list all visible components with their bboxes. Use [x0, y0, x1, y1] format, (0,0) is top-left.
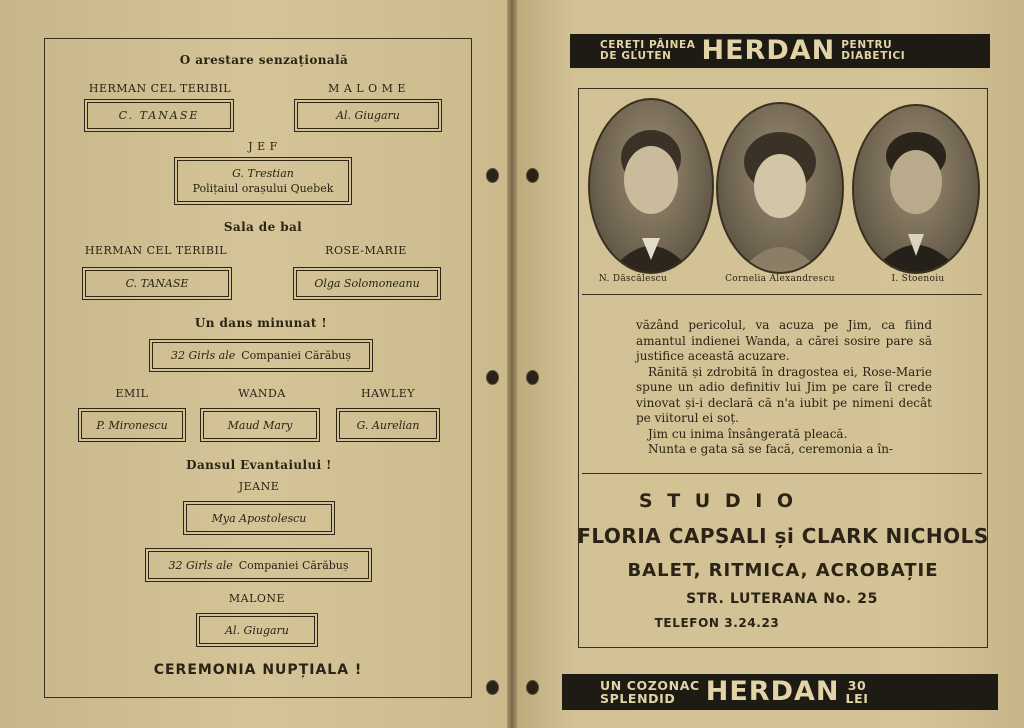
binding-hole	[526, 680, 539, 695]
actor-box-aurelian	[336, 408, 440, 442]
actor-name: G. Trestian	[232, 167, 294, 180]
synopsis-paragraph: văzând pericolul, va acuza pe Jim, ca fiind amantul indienei Wanda, a cărei sosire pare să justifice această acuzare.	[636, 318, 932, 363]
ad-price	[846, 679, 869, 705]
role-emil: EMIL	[115, 387, 149, 400]
binding-hole	[486, 680, 499, 695]
actor-name: Olga Solomoneanu	[314, 277, 420, 290]
ad-line: DE GLUTEN	[600, 50, 672, 62]
portrait-photo-3	[852, 104, 980, 274]
ensemble-count: 32 Girls ale	[170, 349, 236, 362]
scene-title-ballroom: Sala de bal	[223, 220, 303, 234]
ad-line: DIABETICI	[841, 50, 906, 62]
bottom-ad-banner	[562, 674, 998, 710]
divider-line	[582, 473, 982, 474]
ad-line: UN COZONAC	[600, 678, 700, 693]
ad-line: PENTRU	[841, 39, 893, 51]
company-name: Companiei Cărăbuș	[241, 349, 352, 362]
ad-line: CEREȚI PÂINEA	[600, 39, 696, 51]
role-malome: M A L O M E	[328, 82, 406, 95]
ensemble-count: 32 Girls ale	[168, 558, 233, 572]
divider-line	[582, 294, 982, 295]
ad-text-left	[600, 679, 700, 705]
role-wanda: WANDA	[238, 387, 286, 400]
actor-name: Al. Giugaru	[336, 109, 400, 122]
studio-phone: TELEFON 3.24.23	[654, 616, 780, 630]
actor-box-giugaru	[294, 99, 442, 132]
portrait-silhouette	[854, 106, 978, 272]
binding-hole	[526, 168, 539, 183]
ad-text-left	[600, 40, 696, 62]
actor-name: C. TANASE	[118, 109, 200, 122]
role-jef: J E F	[248, 140, 278, 153]
actor-box-tanase	[84, 99, 234, 132]
ad-text-right	[841, 40, 905, 62]
role-herman: HERMAN CEL TERIBIL	[88, 82, 232, 95]
finale-title: CEREMONIA NUPȚIALA !	[153, 662, 363, 678]
book-gutter	[507, 0, 517, 728]
actor-box-apostolescu	[183, 501, 335, 535]
actor-box-tanase-2	[82, 267, 232, 300]
actor-box-giugaru-2	[196, 613, 318, 647]
studio-address: STR. LUTERANA No. 25	[686, 591, 878, 607]
ensemble-box-1	[149, 339, 373, 372]
synopsis-paragraph: Jim cu inima însângerată pleacă.	[648, 426, 848, 441]
role-malone: MALONE	[228, 592, 286, 605]
portrait-caption-3: I. Stoenoiu	[891, 274, 945, 284]
binding-hole	[526, 370, 539, 385]
role-description: Polițaiul orașului Quebek	[192, 182, 334, 195]
synopsis-text	[636, 318, 932, 458]
role-jeane: JEANE	[238, 480, 280, 493]
actor-name: Maud Mary	[227, 418, 293, 432]
portrait-silhouette	[718, 104, 842, 272]
binding-hole	[486, 370, 499, 385]
actor-box-trestian	[174, 157, 352, 205]
company-name: Companiei Cărăbuș	[238, 558, 349, 572]
binding-hole	[486, 168, 499, 183]
studio-disciplines: BALET, RITMICA, ACROBAȚIE	[627, 560, 939, 581]
ad-price-value: 30	[847, 678, 867, 693]
scene-title-arrest: O arestare senzațională	[179, 53, 349, 67]
synopsis-paragraph: Nunta e gata să se facă, ceremonia a în-	[648, 442, 893, 456]
studio-names: FLORIA CAPSALI și CLARK NICHOLS	[577, 524, 989, 548]
role-rose-marie: ROSE-MARIE	[325, 244, 407, 257]
portrait-silhouette	[590, 100, 712, 272]
actor-name: C. TANASE	[125, 277, 189, 290]
portrait-photo-2	[716, 102, 844, 274]
scene-title-fan-dance: Dansul Evantaiului !	[186, 458, 332, 472]
scene-title-dance: Un dans minunat !	[194, 316, 328, 330]
ad-line: SPLENDID	[600, 691, 676, 706]
ensemble-box-2	[145, 548, 372, 582]
top-ad-banner	[570, 34, 990, 68]
ad-price-currency: LEI	[845, 691, 869, 706]
actor-name: Al. Giugaru	[225, 623, 289, 637]
actor-box-mironescu	[78, 408, 186, 442]
actor-box-maud-mary	[200, 408, 320, 442]
portrait-caption-1: N. Dăscălescu	[598, 274, 668, 284]
ad-brand: HERDAN	[705, 676, 840, 707]
studio-title: S T U D I O	[638, 490, 798, 512]
actor-name: Mya Apostolescu	[211, 511, 307, 525]
actor-name: P. Mironescu	[96, 418, 168, 432]
portrait-photo-1	[588, 98, 714, 274]
actor-box-solomoneanu	[293, 267, 441, 300]
ad-brand: HERDAN	[701, 35, 836, 66]
actor-name: G. Aurelian	[356, 418, 420, 432]
role-hawley: HAWLEY	[361, 387, 415, 400]
role-herman-2: HERMAN CEL TERIBIL	[84, 244, 228, 257]
synopsis-paragraph: Rănită și zdrobită în dragostea ei, Rose-Marie spune un adio definitiv lui Jim pe care îl crede vinovat și-i declară că n'a iubit pe nimeni decât pe viitorul ei soț.	[636, 364, 932, 425]
portrait-caption-2: Cornelia Alexandrescu	[725, 274, 835, 284]
